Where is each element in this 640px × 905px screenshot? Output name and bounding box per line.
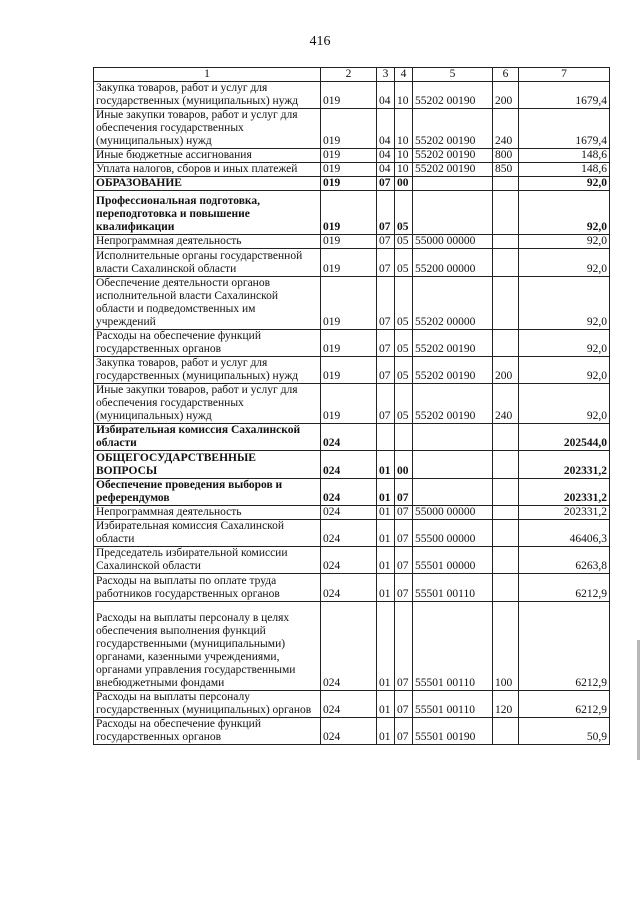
- row-value-cell: 024: [321, 547, 377, 574]
- row-value-cell: [493, 330, 519, 357]
- row-value-cell: 019: [321, 163, 377, 177]
- row-value-cell: 120: [493, 691, 519, 718]
- row-value-cell: 46406,3: [519, 520, 610, 547]
- table-row: [94, 330, 610, 357]
- row-name-cell: Исполнительные органы государственной власти Сахалинской области: [94, 249, 321, 277]
- row-value-cell: [493, 574, 519, 602]
- row-value-cell: 024: [321, 479, 377, 506]
- row-value-cell: [493, 249, 519, 277]
- row-name-cell: Непрограммная деятельность: [94, 506, 321, 520]
- table-row: [94, 191, 610, 235]
- row-value-cell: 07: [395, 479, 413, 506]
- budget-table: [93, 67, 610, 745]
- row-value-cell: 07: [377, 277, 395, 330]
- row-value-cell: 92,0: [519, 249, 610, 277]
- page-number: 416: [309, 34, 331, 49]
- table-row: [94, 82, 610, 109]
- row-value-cell: 1679,4: [519, 82, 610, 109]
- table-row: [94, 235, 610, 249]
- table-row: [94, 506, 610, 520]
- row-name-cell: Расходы на выплаты персоналу в целях обеспечения выполнения функций государственными (муниципальными) органами, казенными учреждениями, органами управления государственными внебюджетными фондами: [94, 602, 321, 691]
- row-value-cell: [493, 451, 519, 479]
- row-value-cell: 01: [377, 520, 395, 547]
- row-value-cell: 100: [493, 602, 519, 691]
- row-value-cell: 55202 00190: [413, 330, 493, 357]
- row-value-cell: 01: [377, 506, 395, 520]
- row-value-cell: 92,0: [519, 330, 610, 357]
- row-value-cell: 07: [377, 191, 395, 235]
- row-value-cell: [493, 191, 519, 235]
- row-value-cell: 019: [321, 177, 377, 191]
- row-name-cell: Обеспечение деятельности органов исполнительной власти Сахалинской области и подведомственных им учреждений: [94, 277, 321, 330]
- table-row: [94, 479, 610, 506]
- row-value-cell: 6212,9: [519, 574, 610, 602]
- table-row: [94, 109, 610, 149]
- row-value-cell: 01: [377, 691, 395, 718]
- row-value-cell: 10: [395, 163, 413, 177]
- table-row: [94, 357, 610, 384]
- row-value-cell: 202544,0: [519, 424, 610, 451]
- row-value-cell: 019: [321, 191, 377, 235]
- row-value-cell: 200: [493, 357, 519, 384]
- row-value-cell: 55202 00190: [413, 109, 493, 149]
- row-value-cell: 10: [395, 109, 413, 149]
- row-value-cell: 04: [377, 149, 395, 163]
- row-value-cell: 07: [377, 357, 395, 384]
- row-value-cell: 07: [377, 330, 395, 357]
- table-row: [94, 451, 610, 479]
- row-value-cell: 55000 00000: [413, 235, 493, 249]
- row-value-cell: 024: [321, 520, 377, 547]
- row-name-cell: Избирательная комиссия Сахалинской области: [94, 424, 321, 451]
- row-value-cell: 202331,2: [519, 506, 610, 520]
- row-value-cell: [493, 177, 519, 191]
- row-name-cell: Профессиональная подготовка, переподготовка и повышение квалификации: [94, 191, 321, 235]
- column-header: 1: [94, 68, 321, 82]
- row-value-cell: 01: [377, 547, 395, 574]
- row-value-cell: 55200 00000: [413, 249, 493, 277]
- row-value-cell: 05: [395, 384, 413, 424]
- row-value-cell: 024: [321, 451, 377, 479]
- row-value-cell: 202331,2: [519, 479, 610, 506]
- row-value-cell: 55501 00000: [413, 547, 493, 574]
- table-body: [94, 82, 610, 745]
- row-name-cell: Расходы на обеспечение функций государственных органов: [94, 718, 321, 745]
- row-value-cell: 92,0: [519, 277, 610, 330]
- row-name-cell: Избирательная комиссия Сахалинской области: [94, 520, 321, 547]
- row-name-cell: Расходы на выплаты персоналу государственных (муниципальных) органов: [94, 691, 321, 718]
- row-value-cell: [493, 547, 519, 574]
- row-value-cell: 55501 00110: [413, 574, 493, 602]
- row-value-cell: 04: [377, 163, 395, 177]
- row-value-cell: 55501 00190: [413, 718, 493, 745]
- row-value-cell: 05: [395, 235, 413, 249]
- row-value-cell: 92,0: [519, 357, 610, 384]
- row-value-cell: 55202 00190: [413, 384, 493, 424]
- row-name-cell: ОБЩЕГОСУДАРСТВЕННЫЕ ВОПРОСЫ: [94, 451, 321, 479]
- row-value-cell: [493, 479, 519, 506]
- row-value-cell: 024: [321, 574, 377, 602]
- row-value-cell: 800: [493, 149, 519, 163]
- row-value-cell: [493, 506, 519, 520]
- table-row: [94, 547, 610, 574]
- row-value-cell: 202331,2: [519, 451, 610, 479]
- row-value-cell: 1679,4: [519, 109, 610, 149]
- row-value-cell: 05: [395, 357, 413, 384]
- row-value-cell: 019: [321, 384, 377, 424]
- table-row: [94, 520, 610, 547]
- row-name-cell: Председатель избирательной комиссии Сахалинской области: [94, 547, 321, 574]
- row-value-cell: 55500 00000: [413, 520, 493, 547]
- row-value-cell: 148,6: [519, 149, 610, 163]
- column-header: 5: [413, 68, 493, 82]
- row-value-cell: 55501 00110: [413, 691, 493, 718]
- row-value-cell: 55501 00110: [413, 602, 493, 691]
- row-value-cell: 07: [377, 384, 395, 424]
- row-value-cell: 148,6: [519, 163, 610, 177]
- row-value-cell: 55202 00190: [413, 357, 493, 384]
- row-name-cell: Закупка товаров, работ и услуг для государственных (муниципальных) нужд: [94, 82, 321, 109]
- row-value-cell: 04: [377, 82, 395, 109]
- row-name-cell: Уплата налогов, сборов и иных платежей: [94, 163, 321, 177]
- row-value-cell: 55202 00190: [413, 149, 493, 163]
- row-name-cell: Непрограммная деятельность: [94, 235, 321, 249]
- row-value-cell: [377, 424, 395, 451]
- row-value-cell: 01: [377, 479, 395, 506]
- table-row: [94, 177, 610, 191]
- row-value-cell: 07: [395, 574, 413, 602]
- row-name-cell: Расходы на обеспечение функций государственных органов: [94, 330, 321, 357]
- header-row: [94, 68, 610, 82]
- row-name-cell: ОБРАЗОВАНИЕ: [94, 177, 321, 191]
- row-name-cell: Иные закупки товаров, работ и услуг для обеспечения государственных (муниципальных) нужд: [94, 384, 321, 424]
- row-value-cell: 07: [395, 547, 413, 574]
- row-value-cell: 07: [395, 602, 413, 691]
- row-name-cell: Иные бюджетные ассигнования: [94, 149, 321, 163]
- row-value-cell: 55202 00190: [413, 163, 493, 177]
- row-value-cell: 01: [377, 718, 395, 745]
- row-value-cell: 92,0: [519, 191, 610, 235]
- table-row: [94, 424, 610, 451]
- row-value-cell: 07: [377, 249, 395, 277]
- row-value-cell: 05: [395, 249, 413, 277]
- table-row: [94, 718, 610, 745]
- row-value-cell: 019: [321, 235, 377, 249]
- row-value-cell: [493, 277, 519, 330]
- row-value-cell: [493, 424, 519, 451]
- table-row: [94, 691, 610, 718]
- row-value-cell: [413, 177, 493, 191]
- column-header: 7: [519, 68, 610, 82]
- column-header: 6: [493, 68, 519, 82]
- column-header: 4: [395, 68, 413, 82]
- row-value-cell: 019: [321, 357, 377, 384]
- row-value-cell: [493, 718, 519, 745]
- row-value-cell: 10: [395, 149, 413, 163]
- row-value-cell: [493, 520, 519, 547]
- row-name-cell: Обеспечение проведения выборов и референдумов: [94, 479, 321, 506]
- row-name-cell: Закупка товаров, работ и услуг для государственных (муниципальных) нужд: [94, 357, 321, 384]
- column-header: 3: [377, 68, 395, 82]
- row-value-cell: [413, 424, 493, 451]
- row-value-cell: 92,0: [519, 177, 610, 191]
- row-value-cell: 50,9: [519, 718, 610, 745]
- row-value-cell: 55202 00190: [413, 82, 493, 109]
- row-value-cell: 024: [321, 718, 377, 745]
- row-value-cell: [493, 235, 519, 249]
- row-value-cell: 01: [377, 602, 395, 691]
- row-name-cell: Иные закупки товаров, работ и услуг для обеспечения государственных (муниципальных) нужд: [94, 109, 321, 149]
- row-value-cell: 05: [395, 330, 413, 357]
- row-value-cell: 07: [377, 235, 395, 249]
- row-value-cell: 200: [493, 82, 519, 109]
- row-value-cell: 07: [395, 718, 413, 745]
- row-value-cell: 019: [321, 149, 377, 163]
- row-value-cell: 024: [321, 691, 377, 718]
- row-value-cell: 850: [493, 163, 519, 177]
- row-value-cell: 07: [395, 506, 413, 520]
- table-row: [94, 163, 610, 177]
- row-value-cell: 6212,9: [519, 691, 610, 718]
- row-value-cell: 019: [321, 109, 377, 149]
- row-value-cell: 55000 00000: [413, 506, 493, 520]
- row-value-cell: 019: [321, 330, 377, 357]
- row-value-cell: 024: [321, 506, 377, 520]
- table-row: [94, 277, 610, 330]
- row-value-cell: 240: [493, 384, 519, 424]
- row-value-cell: 00: [395, 451, 413, 479]
- table-row: [94, 602, 610, 691]
- table-row: [94, 384, 610, 424]
- row-value-cell: 01: [377, 451, 395, 479]
- row-value-cell: 07: [377, 177, 395, 191]
- row-value-cell: 92,0: [519, 384, 610, 424]
- row-value-cell: 019: [321, 249, 377, 277]
- row-value-cell: 024: [321, 602, 377, 691]
- row-value-cell: 04: [377, 109, 395, 149]
- row-value-cell: 6263,8: [519, 547, 610, 574]
- row-value-cell: 55202 00000: [413, 277, 493, 330]
- row-value-cell: 05: [395, 277, 413, 330]
- row-value-cell: 01: [377, 574, 395, 602]
- row-value-cell: 019: [321, 82, 377, 109]
- row-value-cell: [395, 424, 413, 451]
- row-value-cell: 00: [395, 177, 413, 191]
- column-header: 2: [321, 68, 377, 82]
- table-row: [94, 249, 610, 277]
- row-value-cell: [413, 479, 493, 506]
- row-value-cell: 92,0: [519, 235, 610, 249]
- table-row: [94, 149, 610, 163]
- row-value-cell: [413, 451, 493, 479]
- row-value-cell: 05: [395, 191, 413, 235]
- row-value-cell: [413, 191, 493, 235]
- row-name-cell: Расходы на выплаты по оплате труда работников государственных органов: [94, 574, 321, 602]
- row-value-cell: 07: [395, 691, 413, 718]
- row-value-cell: 024: [321, 424, 377, 451]
- row-value-cell: 6212,9: [519, 602, 610, 691]
- row-value-cell: 07: [395, 520, 413, 547]
- row-value-cell: 240: [493, 109, 519, 149]
- row-value-cell: 10: [395, 82, 413, 109]
- table-row: [94, 574, 610, 602]
- row-value-cell: 019: [321, 277, 377, 330]
